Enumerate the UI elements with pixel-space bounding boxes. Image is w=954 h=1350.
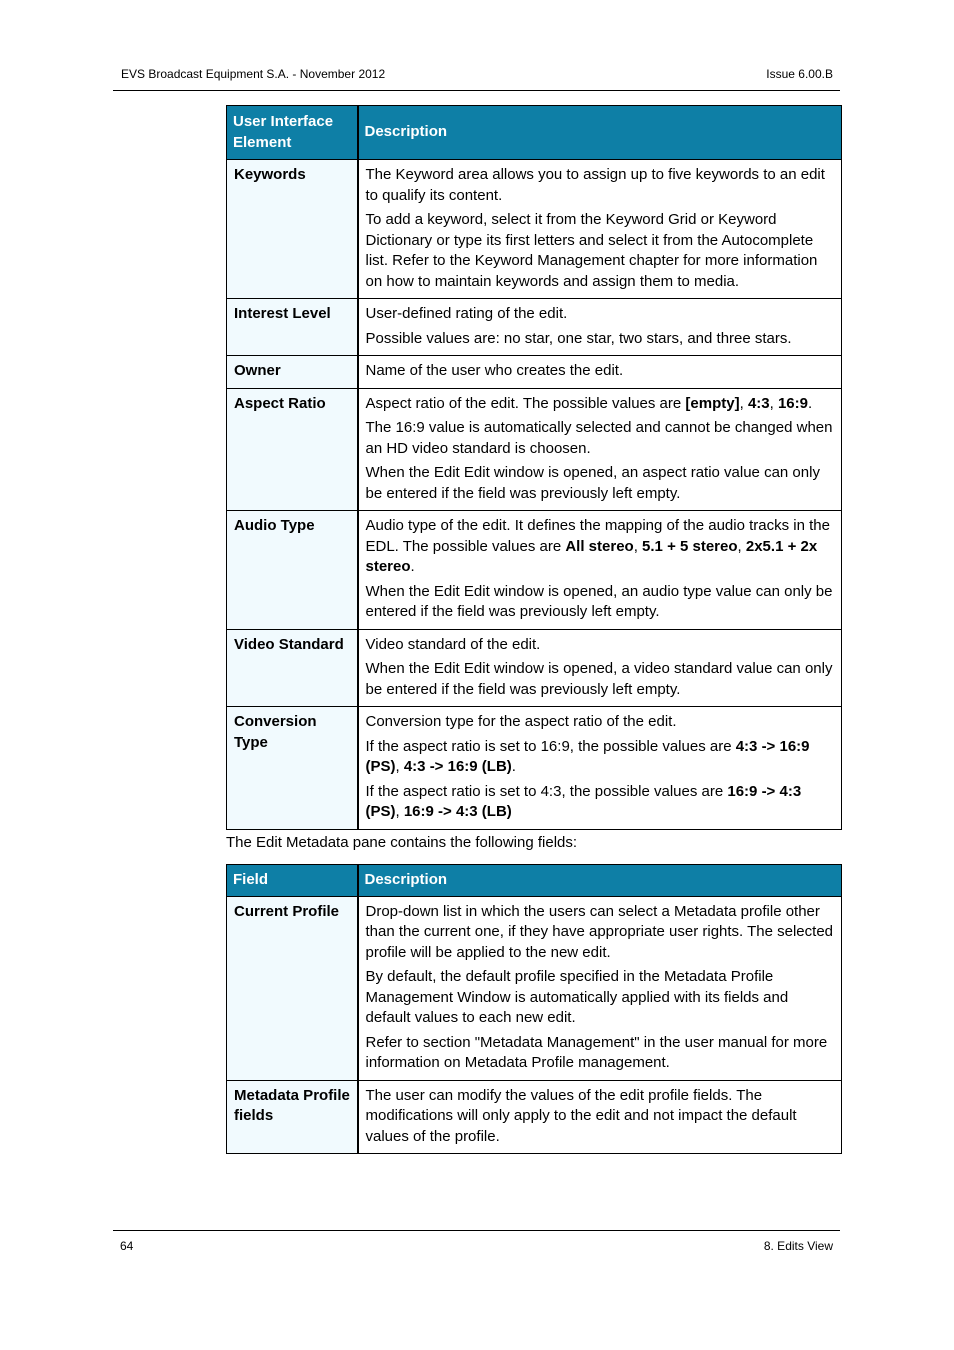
table-row (227, 896, 842, 1080)
text-run: Audio type of the edit. It defines the mapping of the audio tracks in the EDL. The possible values are (365, 517, 830, 555)
text-run: Possible values are: no star, one star, two stars, and three stars. (365, 329, 792, 347)
page-header (113, 62, 840, 91)
column-header-description: Description (358, 106, 842, 160)
text-run: When the Edit Edit window is opened, a video standard value can only be entered if the field was previously left empty. (365, 660, 833, 698)
text-run: The user can modify the values of the edit profile fields. The modifications will only apply to the edit and not impact the default values of the profile. (365, 1086, 797, 1145)
description-paragraph (366, 361, 836, 382)
description-paragraph (366, 418, 836, 459)
edit-metadata-intro: The Edit Metadata pane contains the following fields: (226, 834, 578, 851)
text-run: , (395, 803, 404, 820)
bold-value: All stereo (565, 537, 634, 555)
description-paragraph (366, 712, 836, 733)
text-run: . (808, 394, 813, 412)
ui-elements-table (226, 105, 842, 830)
row-label: Current Profile (227, 896, 358, 1080)
row-label: Keywords (227, 160, 358, 299)
row-description (358, 160, 842, 299)
table-row (227, 299, 842, 356)
description-paragraph (366, 304, 836, 325)
row-label: Interest Level (227, 299, 358, 356)
text-run: Drop-down list in which the users can select a Metadata profile other than the current one, if they have appropriate user rights. The selected profile will be applied to the new edit. (365, 902, 834, 961)
chapter-title: 8. Edits View (763, 1239, 833, 1253)
description-paragraph (366, 165, 836, 206)
bold-value: 2x5.1 + 2x stereo (365, 537, 818, 575)
text-run: , (739, 394, 748, 412)
text-run: Aspect ratio of the edit. The possible values are (365, 394, 686, 412)
description-paragraph (366, 1033, 836, 1074)
bold-value: [empty] (685, 394, 740, 412)
column-header-description: Description (358, 865, 842, 897)
text-run: By default, the default profile specified in the Metadata Profile Management Window is automatically applied with its fields and default values to each new edit. (365, 968, 789, 1026)
description-paragraph (366, 737, 836, 778)
row-label: Aspect Ratio (227, 388, 358, 511)
text-run: , (769, 394, 778, 412)
text-run: User-defined rating of the edit. (365, 305, 568, 322)
text-run: If the aspect ratio is set to 16:9, the possible values are (365, 737, 736, 755)
bold-value: 16:9 -> 4:3 (LB) (403, 803, 512, 820)
table-header-row (227, 106, 842, 160)
ui-elements-table-body (227, 160, 842, 830)
description-paragraph (366, 635, 836, 656)
bold-value: 16:9 -> 4:3 (PS) (365, 782, 802, 820)
row-description (358, 299, 842, 356)
page-number: 64 (120, 1239, 134, 1253)
bold-value: 5.1 + 5 stereo (642, 537, 738, 555)
column-header-element: User Interface Element (227, 106, 358, 160)
text-run: When the Edit Edit window is opened, an audio type value can only be entered if the field was previously left empty. (365, 582, 833, 620)
table-row (227, 511, 842, 630)
description-paragraph (366, 210, 836, 292)
description-paragraph (366, 902, 836, 964)
row-description (358, 896, 842, 1080)
header-issue: Issue 6.00.B (766, 67, 833, 81)
text-run: Name of the user who creates the edit. (365, 362, 624, 379)
row-description (358, 356, 842, 389)
description-paragraph (366, 1086, 836, 1148)
row-label: Audio Type (227, 511, 358, 630)
row-description (358, 388, 842, 511)
table-row (227, 629, 842, 707)
text-run: . (410, 558, 415, 575)
description-paragraph (366, 782, 836, 823)
table-row (227, 388, 842, 511)
text-run: The Keyword area allows you to assign up to five keywords to an edit to qualify its content. (365, 166, 825, 204)
description-paragraph (366, 967, 836, 1029)
column-header-field: Field (227, 865, 358, 897)
description-paragraph (366, 463, 836, 504)
row-label: Owner (227, 356, 358, 389)
bold-value: 4:3 -> 16:9 (PS) (365, 737, 810, 775)
text-run: , (633, 537, 643, 555)
row-description (358, 511, 842, 630)
table-row (227, 356, 842, 389)
text-run: , (737, 537, 746, 555)
metadata-fields-table (226, 864, 842, 1154)
row-label: Metadata Profile fields (227, 1080, 358, 1154)
text-run: To add a keyword, select it from the Keyword Grid or Keyword Dictionary or type its first letters and select it from the Autocomplete list. Refer to the Keyword Management chapter for more information on how to maintain keywords and assign them to media. (365, 211, 818, 290)
table-row (227, 1080, 842, 1154)
description-paragraph (366, 394, 836, 415)
row-description (358, 707, 842, 830)
description-paragraph (366, 582, 836, 623)
text-run: Conversion type for the aspect ratio of the edit. (365, 713, 677, 730)
metadata-fields-table-body (227, 896, 842, 1154)
row-description (358, 629, 842, 707)
text-run: If the aspect ratio is set to 4:3, the possible values are (365, 782, 728, 800)
description-paragraph (366, 516, 836, 578)
bold-value: 4:3 (747, 394, 770, 412)
text-run: , (395, 758, 404, 775)
table-row (227, 707, 842, 830)
table-header-row (227, 865, 842, 897)
text-run: Refer to section "Metadata Management" in the user manual for more information on Metadata Profile management. (365, 1033, 828, 1071)
table-row (227, 160, 842, 299)
bold-value: 16:9 (777, 394, 808, 412)
description-paragraph (366, 659, 836, 700)
page-footer (113, 1230, 840, 1255)
row-description (358, 1080, 842, 1154)
text-run: The 16:9 value is automatically selected and cannot be changed when an HD video standard is choosen. (365, 419, 833, 457)
text-run: Video standard of the edit. (365, 635, 541, 653)
row-label: Conversion Type (227, 707, 358, 830)
header-publisher: EVS Broadcast Equipment S.A. - November 2012 (121, 67, 386, 81)
row-label: Video Standard (227, 629, 358, 707)
text-run: When the Edit Edit window is opened, an aspect ratio value can only be entered if the field was previously left empty. (365, 464, 820, 502)
text-run: . (511, 758, 516, 775)
description-paragraph (366, 329, 836, 350)
bold-value: 4:3 -> 16:9 (LB) (403, 758, 512, 775)
